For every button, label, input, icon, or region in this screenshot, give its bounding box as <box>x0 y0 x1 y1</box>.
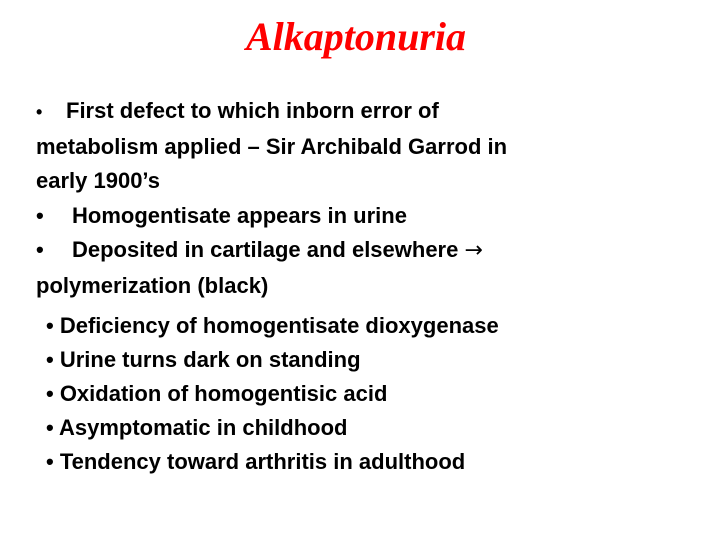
list-item: • Oxidation of homogentisic acid <box>46 381 388 406</box>
right-arrow-icon: → <box>464 238 483 263</box>
list-item: • Urine turns dark on standing <box>46 347 361 372</box>
bullet-list <box>46 309 712 479</box>
list-item: • Asymptomatic in childhood <box>46 415 348 440</box>
text-line <box>36 94 712 130</box>
text-line: polymerization (black) <box>36 272 269 298</box>
text-line-content: Homogentisate appears in urine <box>72 202 407 228</box>
text-line: metabolism applied – Sir Archibald Garrod in <box>36 133 508 159</box>
bullet-icon: • <box>36 237 44 262</box>
text-line-content: Deposited in cartilage and elsewhere <box>72 237 459 262</box>
slide-title: Alkaptonuria <box>245 14 467 59</box>
intro-text-block <box>36 94 712 303</box>
text-line <box>36 199 712 234</box>
list-item: • Deficiency of homogentisate dioxygenase <box>46 313 499 338</box>
text-line: early 1900’s <box>36 168 160 193</box>
list-item: • Tendency toward arthritis in adulthood <box>46 449 466 474</box>
bullet-icon: • <box>36 102 43 122</box>
text-line <box>36 233 712 269</box>
bullet-icon: • <box>36 202 44 228</box>
text-line-content: First defect to which inborn error of <box>66 98 439 123</box>
